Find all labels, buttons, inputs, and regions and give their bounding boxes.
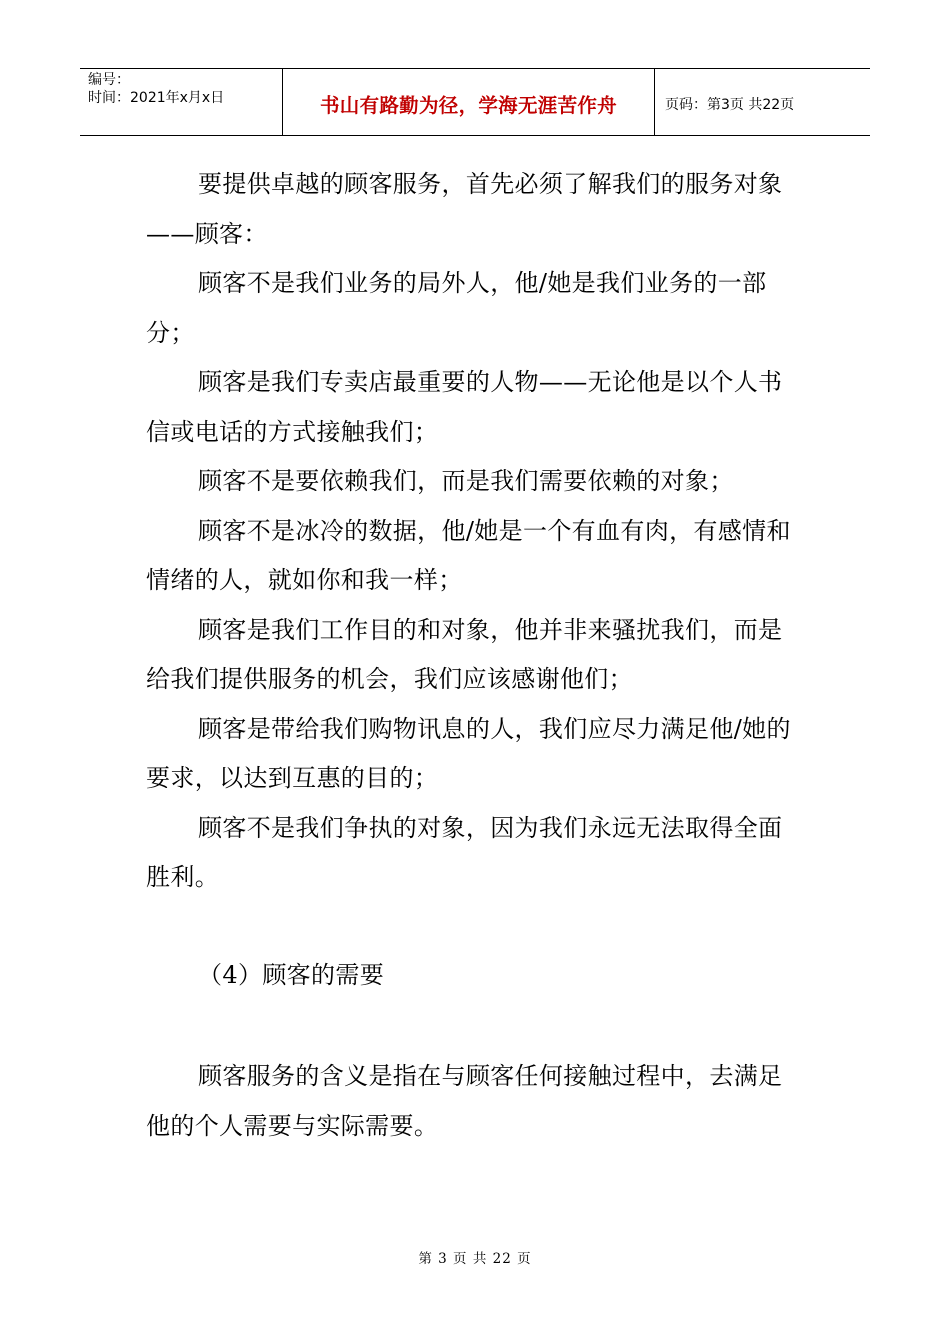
paragraph: 顾客不是要依赖我们，而是我们需要依赖的对象；: [198, 467, 734, 495]
page-footer: 第 3 页 共 22 页: [418, 1251, 532, 1267]
paragraph: 顾客不是我们业务的局外人，他/她是我们业务的一部分；: [146, 269, 767, 347]
document-date: 时间：2021年x月x日: [88, 90, 225, 106]
paragraph: 顾客是带给我们购物讯息的人，我们应尽力满足他/她的要求，以达到互惠的目的；: [146, 714, 791, 792]
page-header: [80, 68, 870, 136]
header-page-info: 页码：第3页 共22页: [665, 97, 795, 113]
header-motto: 书山有路勤为径，学海无涯苦作舟: [283, 69, 655, 135]
paragraph: 顾客是我们专卖店最重要的人物——无论他是以个人书信或电话的方式接触我们；: [146, 368, 783, 446]
section-paragraph: 顾客服务的含义是指在与顾客任何接触过程中，去满足他的个人需要与实际需要。: [146, 1062, 783, 1140]
document-body: [146, 160, 806, 1151]
paragraph: 要提供卓越的顾客服务，首先必须了解我们的服务对象——顾客：: [146, 170, 783, 248]
paragraph: 顾客不是冰冷的数据，他/她是一个有血有肉，有感情和情绪的人，就如你和我一样；: [146, 516, 791, 594]
paragraph: 顾客不是我们争执的对象，因为我们永远无法取得全面胜利。: [146, 813, 783, 891]
spacer: [146, 1000, 806, 1052]
document-number-label: 编号：: [88, 72, 130, 88]
header-meta: [80, 69, 283, 135]
spacer: [146, 903, 806, 951]
section-heading: （4）顾客的需要: [198, 960, 385, 989]
paragraph: 顾客是我们工作目的和对象，他并非来骚扰我们，而是给我们提供服务的机会，我们应该感谢他们；: [146, 615, 783, 693]
